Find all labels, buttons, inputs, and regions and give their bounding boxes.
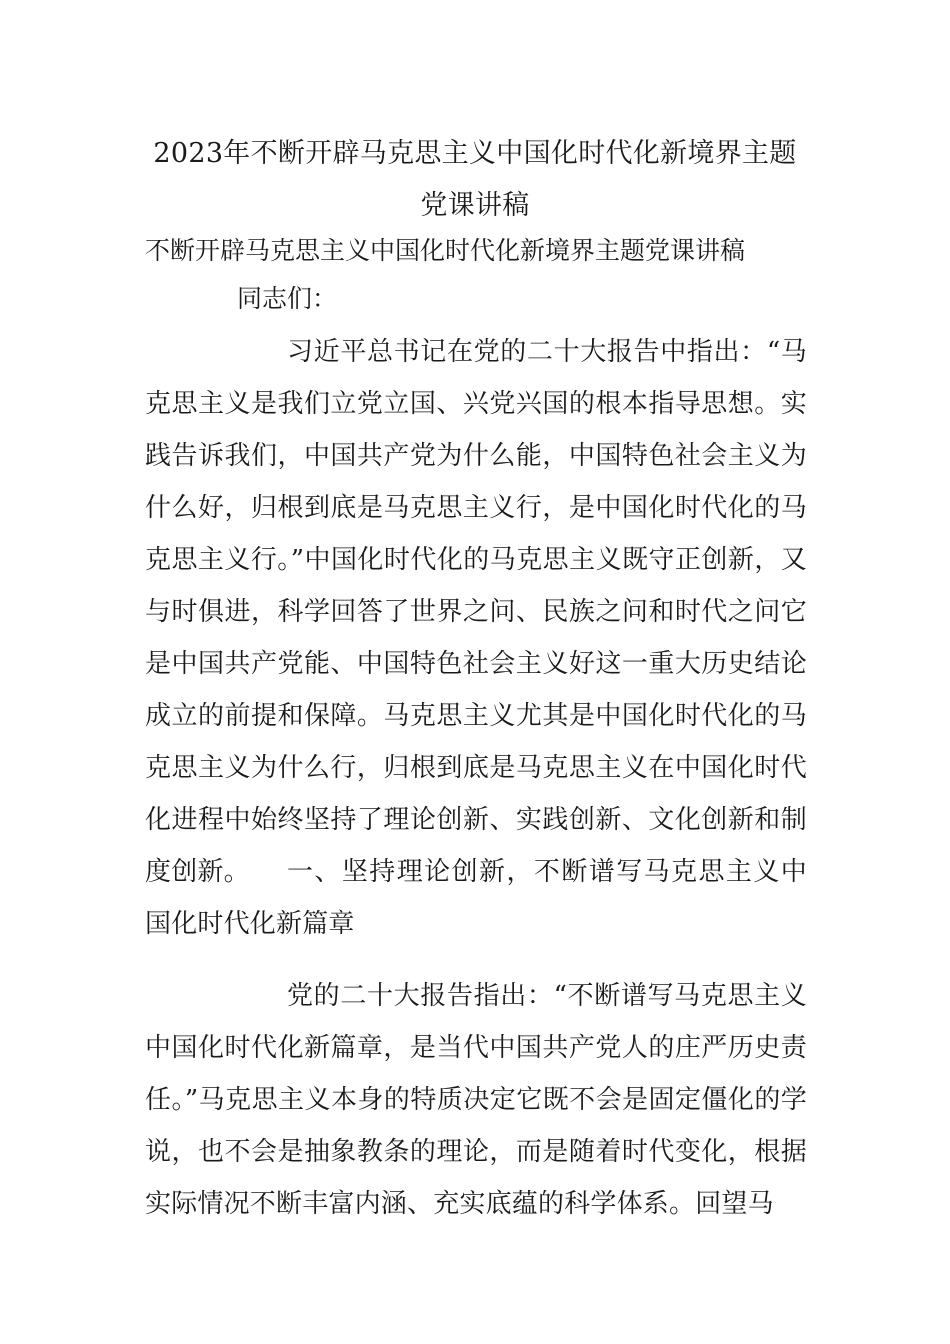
body-paragraph: 习近平总书记在党的二十大报告中指出：“马克思主义是我们立党立国、兴党兴国的根本指导思想。实践告诉我们，中国共产党为什么能，中国特色社会主义为什么好，归根到底是马克思主义行，是中国化时代化的马克思主义行。”中国化时代化的马克思主义既守正创新，又与时俱进，科学回答了世界之问、民族之问和时代之问它是中国共产党能、中国特色社会主义好这一重大历史结论成立的前提和保障。马克思主义尤其是中国化时代化的马克思主义为什么行，归根到底是马克思主义在中国化时代化进程中始终坚持了理论创新、实践创新、文化创新和制度创新。 [145,337,807,887]
section-heading: 一、坚持理论创新，不断谱写马克思主义中国化时代化新篇章 [145,857,807,939]
document-title: 2023年不断开辟马克思主义中国化时代化新境界主题党课讲稿 [153,138,797,221]
document-subtitle: 不断开辟马克思主义中国化时代化新境界主题党课讲稿 [145,236,746,265]
salutation: 同志们： [237,284,338,313]
body-paragraph: 党的二十大报告指出：“不断谱写马克思主义中国化时代化新篇章，是当代中国共产党人的庄严历史责任。”马克思主义本身的特质决定它既不会是固定僵化的学说，也不会是抽象教条的理论，而是随着时代变化，根据实际情况不断丰富内涵、充实底蕴的科学体系。回望马 [145,981,807,1219]
